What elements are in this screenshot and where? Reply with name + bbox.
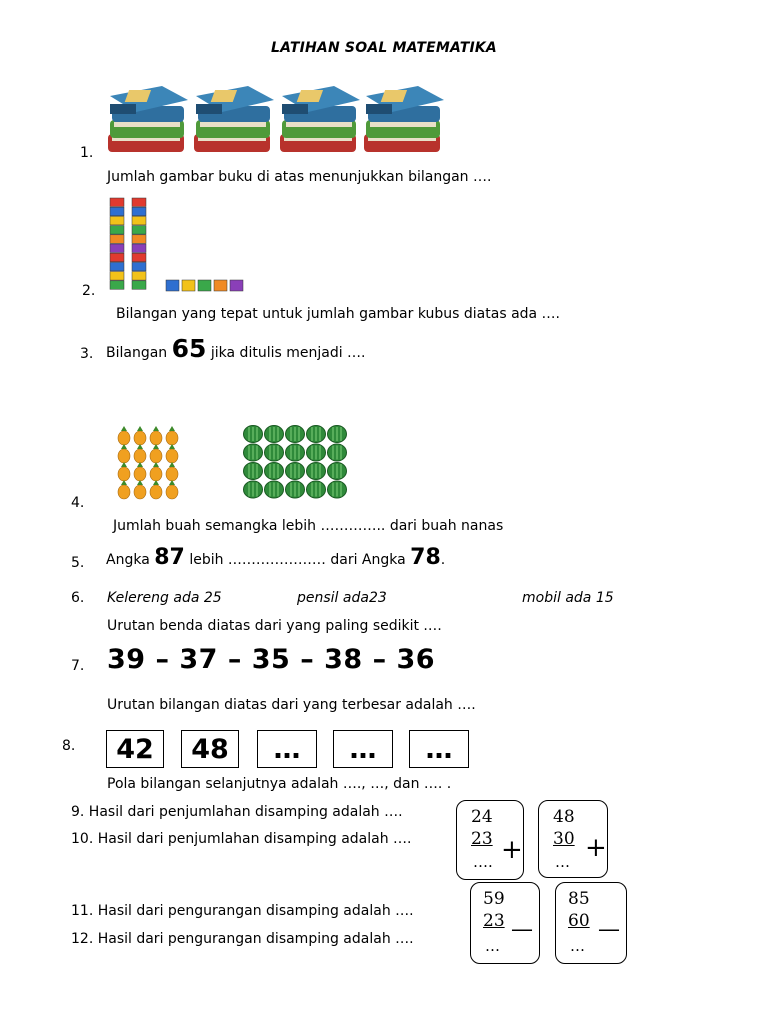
books-image [106,82,448,160]
q7-number: 7. [71,658,85,674]
plus-sign: + [501,835,523,865]
q1-text: Jumlah gambar buku di atas menunjukkan bilangan …. [107,169,492,185]
cube [166,280,179,291]
q6-item-1: Kelereng ada 25 [107,590,222,606]
q11-text: 11. Hasil dari pengurangan disamping adalah …. [71,903,414,919]
q5-text-3: . [440,552,446,568]
cube [110,244,124,253]
q2-number: 2. [82,283,96,299]
pineapple [118,485,130,499]
pineapple-leaves [169,426,175,431]
cube [132,207,146,216]
subtrahend: 60 [568,911,590,931]
subtraction-box-1 [470,882,540,964]
cube [132,244,146,253]
q5-text-1: Angka [106,552,150,568]
pattern-box-3: … [257,730,317,768]
plus-sign: + [585,833,607,863]
q5-text-2: lebih ………………… dari Angka [189,552,406,568]
minus-sign: — [598,917,620,942]
q3-number: 3. [80,346,94,362]
pineapple [150,467,162,481]
cube [110,253,124,262]
q1-number: 1. [80,145,94,161]
pattern-box-2: 48 [181,730,239,768]
q6-text: Urutan benda diatas dari yang paling sedikit .… [107,618,442,634]
cube [110,272,124,281]
addend-2: 30 [553,829,575,849]
cube [198,280,211,291]
q2-text: Bilangan yang tepat untuk jumlah gambar kubus diatas ada …. [116,306,561,322]
pineapple-leaves [137,426,143,431]
pineapple [118,467,130,481]
cube [132,216,146,225]
addition-box-2 [538,800,608,878]
q3-number-value: 65 [171,334,207,363]
cube [230,280,243,291]
page-title: LATIHAN SOAL MATEMATIKA [271,40,497,56]
q10-text: 10. Hasil dari penjumlahan disamping adalah …. [71,831,412,847]
cube [132,281,146,290]
pineapple [166,467,178,481]
pineapple [166,485,178,499]
minuend: 85 [568,889,590,909]
pattern-box-1: 42 [106,730,164,768]
result-blank: … [485,937,500,955]
q3-text [106,334,366,363]
addend-1: 48 [553,807,575,827]
q5-text [106,545,445,570]
q5-number: 5. [71,555,85,571]
q3-text-after: jika ditulis menjadi …. [210,345,366,361]
pattern-box-4: … [333,730,393,768]
pineapple [150,449,162,463]
pineapple [134,431,146,445]
pineapple [134,467,146,481]
result-blank: … [555,853,570,871]
subtrahend: 23 [483,911,505,931]
q6-item-2: pensil ada23 [297,590,387,606]
result-blank: … [570,937,585,955]
cube [110,235,124,244]
pattern-box-5: … [409,730,469,768]
q12-text: 12. Hasil dari pengurangan disamping adalah …. [71,931,414,947]
pineapple [166,431,178,445]
cube [110,198,124,207]
cube [182,280,195,291]
pineapple [166,449,178,463]
q3-text-before: Bilangan [106,345,168,361]
pineapple [118,431,130,445]
subtraction-box-2 [555,882,627,964]
cube [132,253,146,262]
addend-2: 23 [471,829,493,849]
minuend: 59 [483,889,505,909]
minus-sign: — [511,917,533,942]
q6-item-3: mobil ada 15 [522,590,614,606]
cube [132,198,146,207]
pineapple-leaves [153,426,159,431]
cube [214,280,227,291]
cube [110,262,124,271]
cube [110,226,124,235]
cube [132,235,146,244]
q6-number: 6. [71,590,85,606]
cube [132,272,146,281]
addition-box-1 [456,800,524,880]
q4-number: 4. [71,495,85,511]
pineapple [118,449,130,463]
q5-number-2: 78 [410,545,441,570]
q9-text: 9. Hasil dari penjumlahan disamping adalah …. [71,804,403,820]
pineapple [150,431,162,445]
q5-number-1: 87 [154,545,185,570]
q8-text: Pola bilangan selanjutnya adalah …., …, dan …. . [107,776,452,792]
pineapple-leaves [121,426,127,431]
addend-1: 24 [471,807,493,827]
cube [132,226,146,235]
q8-number: 8. [62,738,76,754]
cube [110,216,124,225]
pineapple [150,485,162,499]
pineapples-image [116,426,184,502]
q7-sequence: 39 – 37 – 35 – 38 – 36 [107,644,436,675]
cube [110,207,124,216]
q4-text: Jumlah buah semangka lebih ………….. dari buah nanas [113,518,504,534]
result-blank: …. [473,853,493,871]
cubes-image [108,196,248,294]
cube [132,262,146,271]
pineapple [134,449,146,463]
q7-text: Urutan bilangan diatas dari yang terbesar adalah …. [107,697,476,713]
cube [110,281,124,290]
pineapple [134,485,146,499]
watermelons-image [243,425,347,499]
